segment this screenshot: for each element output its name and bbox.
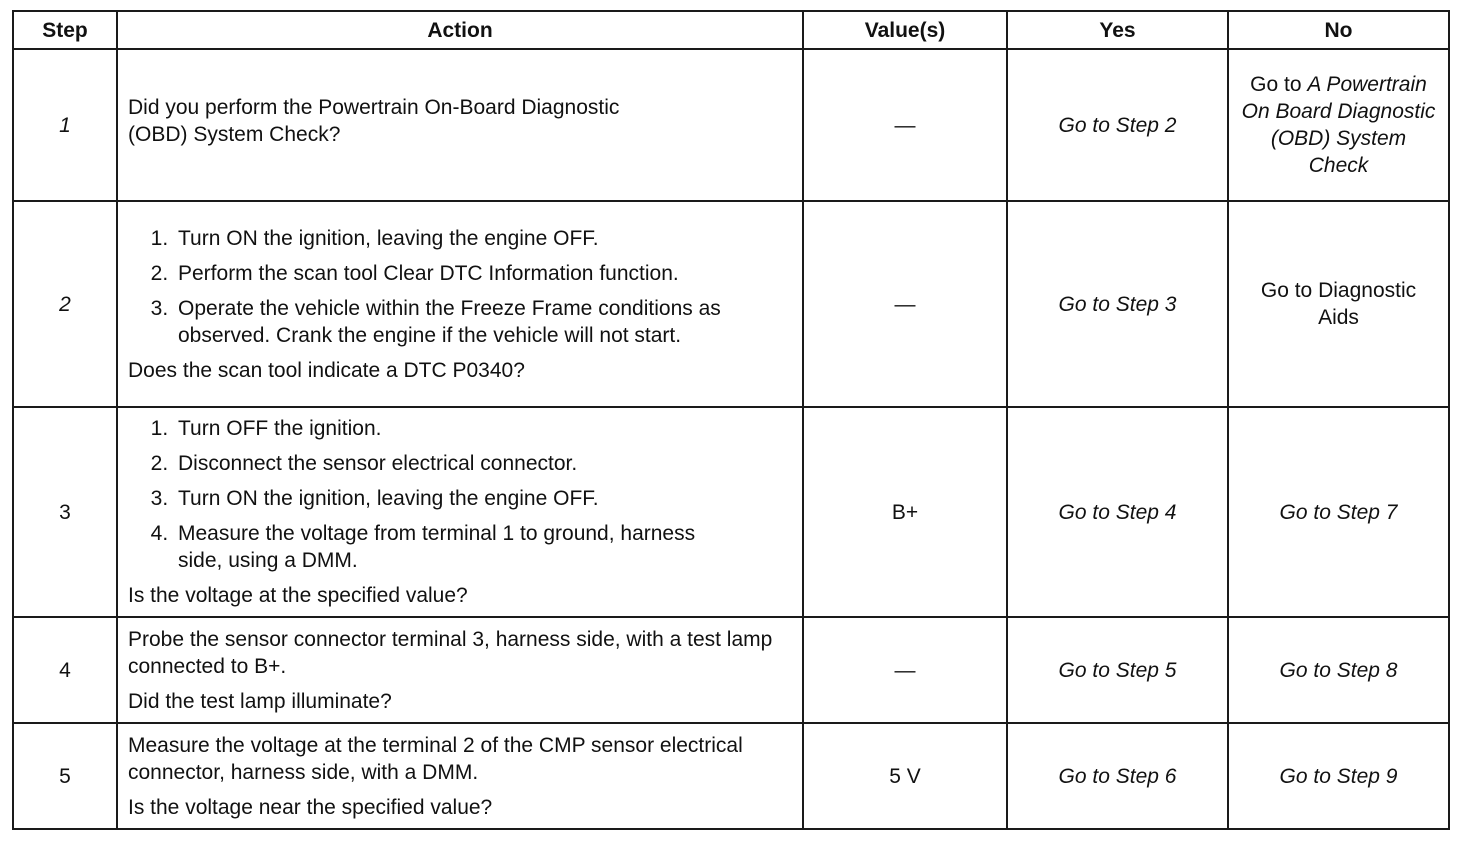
header-action: Action <box>117 11 803 49</box>
value-cell: — <box>803 201 1007 407</box>
action-question: Does the scan tool indicate a DTC P0340? <box>128 358 525 382</box>
action-cell <box>117 49 803 201</box>
value-cell: 5 V <box>803 723 1007 829</box>
yes-cell: Go to Step 5 <box>1007 617 1228 723</box>
no-cell <box>1228 49 1449 201</box>
no-cell: Go to Step 7 <box>1228 407 1449 617</box>
action-cell <box>117 201 803 407</box>
action-text: Did you perform the Powertrain On-Board Diagnostic (OBD) System Check? <box>128 96 620 146</box>
no-prefix: Go to <box>1250 73 1308 96</box>
header-no: No <box>1228 11 1449 49</box>
value-cell: B+ <box>803 407 1007 617</box>
action-cell <box>117 723 803 829</box>
header-values: Value(s) <box>803 11 1007 49</box>
action-question: Is the voltage near the specified value? <box>128 795 493 819</box>
value-cell: — <box>803 617 1007 723</box>
diagnostic-table <box>12 10 1450 830</box>
table-row <box>13 723 1449 829</box>
action-step: 2. Perform the scan tool Clear DTC Information function. <box>174 260 792 287</box>
no-cell: Go to Step 8 <box>1228 617 1449 723</box>
yes-cell: Go to Step 2 <box>1007 49 1228 201</box>
action-step: 2. Disconnect the sensor electrical connector. <box>174 450 792 477</box>
action-step: 3. Turn ON the ignition, leaving the engine OFF. <box>174 485 792 512</box>
step-number: 3 <box>13 407 117 617</box>
action-step: 4. Measure the voltage from terminal 1 to ground, harness side, using a DMM. <box>174 520 792 574</box>
action-text: Probe the sensor connector terminal 3, harness side, with a test lamp connected to B+. <box>128 627 773 678</box>
action-text: Measure the voltage at the terminal 2 of the CMP sensor electrical connector, harness side, with a DMM. <box>128 733 743 784</box>
action-question: Did the test lamp illuminate? <box>128 689 392 713</box>
yes-cell: Go to Step 3 <box>1007 201 1228 407</box>
action-steps-list <box>128 415 792 574</box>
action-step: 1. Turn ON the ignition, leaving the engine OFF. <box>174 225 792 252</box>
value-cell: — <box>803 49 1007 201</box>
table-row <box>13 49 1449 201</box>
action-question: Is the voltage at the specified value? <box>128 584 468 607</box>
action-steps-list <box>128 225 792 349</box>
no-cell: Go to Step 9 <box>1228 723 1449 829</box>
step-number: 5 <box>13 723 117 829</box>
header-step: Step <box>13 11 117 49</box>
action-step: 1. Turn OFF the ignition. <box>174 415 792 442</box>
table-row <box>13 617 1449 723</box>
action-cell <box>117 617 803 723</box>
no-cell: Go to Diagnostic Aids <box>1228 201 1449 407</box>
table-row <box>13 407 1449 617</box>
action-step: 3. Operate the vehicle within the Freeze Frame conditions as observed. Crank the engine if the vehicle will not start. <box>174 295 792 349</box>
action-cell <box>117 407 803 617</box>
yes-cell: Go to Step 4 <box>1007 407 1228 617</box>
yes-cell: Go to Step 6 <box>1007 723 1228 829</box>
header-row <box>13 11 1449 49</box>
step-number: 1 <box>13 49 117 201</box>
header-yes: Yes <box>1007 11 1228 49</box>
step-number: 2 <box>13 201 117 407</box>
step-number: 4 <box>13 617 117 723</box>
table-row <box>13 201 1449 407</box>
no-link-text: A Powertrain On Board Diagnostic (OBD) System Check <box>1241 73 1436 177</box>
